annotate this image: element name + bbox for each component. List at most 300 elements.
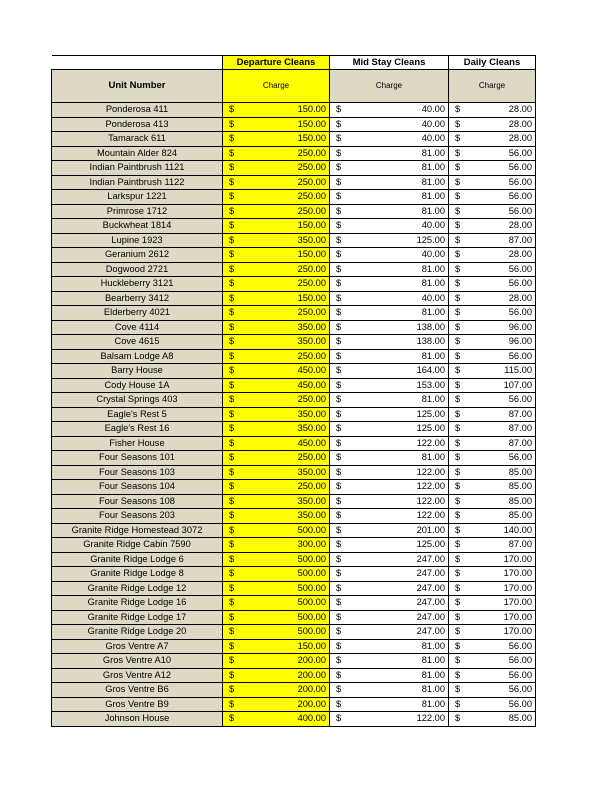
mid-stay-charge-cell: [330, 161, 449, 176]
currency-symbol: $: [336, 640, 342, 651]
daily-charge-cell: [449, 712, 536, 727]
currency-symbol: $: [336, 553, 342, 564]
table-row: [52, 480, 536, 495]
charge-amount: 28.00: [508, 249, 532, 260]
departure-charge-cell: [223, 712, 330, 727]
table-row: [52, 320, 536, 335]
departure-charge-cell: [223, 364, 330, 379]
table-row: [52, 349, 536, 364]
currency-symbol: $: [336, 104, 342, 115]
charge-amount: 500.00: [297, 582, 326, 593]
departure-charge-cell: [223, 306, 330, 321]
charge-amount: 500.00: [297, 553, 326, 564]
currency-symbol: $: [336, 524, 342, 535]
departure-charge-cell: [223, 683, 330, 698]
unit-number-cell: Dogwood 2721: [52, 262, 223, 277]
charge-amount: 125.00: [416, 423, 445, 434]
cleaning-rates-table: [51, 55, 536, 727]
daily-charge-cell: [449, 291, 536, 306]
currency-symbol: $: [336, 292, 342, 303]
currency-symbol: $: [336, 350, 342, 361]
charge-amount: 81.00: [421, 176, 445, 187]
mid-stay-charge-cell: [330, 233, 449, 248]
currency-symbol: $: [455, 452, 461, 463]
mid-stay-charge-cell: [330, 335, 449, 350]
currency-symbol: $: [336, 162, 342, 173]
charge-amount: 170.00: [503, 597, 532, 608]
unit-number-cell: Bearberry 3412: [52, 291, 223, 306]
charge-amount: 300.00: [297, 539, 326, 550]
charge-amount: 450.00: [297, 437, 326, 448]
table-row: [52, 523, 536, 538]
mid-stay-charge-cell: [330, 552, 449, 567]
currency-symbol: $: [229, 147, 235, 158]
charge-amount: 85.00: [508, 466, 532, 477]
unit-number-cell: Barry House: [52, 364, 223, 379]
charge-amount: 81.00: [421, 307, 445, 318]
departure-charge-cell: [223, 552, 330, 567]
currency-symbol: $: [455, 510, 461, 521]
charge-amount: 81.00: [421, 350, 445, 361]
charge-amount: 56.00: [508, 394, 532, 405]
charge-amount: 150.00: [297, 133, 326, 144]
currency-symbol: $: [336, 249, 342, 260]
charge-amount: 450.00: [297, 379, 326, 390]
currency-symbol: $: [455, 684, 461, 695]
currency-symbol: $: [455, 408, 461, 419]
unit-number-cell: Four Seasons 104: [52, 480, 223, 495]
currency-symbol: $: [455, 394, 461, 405]
charge-amount: 170.00: [503, 611, 532, 622]
mid-stay-charge-cell: [330, 132, 449, 147]
departure-charge-cell: [223, 146, 330, 161]
charge-amount: 247.00: [416, 582, 445, 593]
table-row: [52, 552, 536, 567]
daily-charge-cell: [449, 596, 536, 611]
table-row: [52, 103, 536, 118]
charge-amount: 81.00: [421, 147, 445, 158]
mid-stay-charge-cell: [330, 291, 449, 306]
currency-symbol: $: [455, 713, 461, 724]
charge-amount: 122.00: [416, 510, 445, 521]
daily-charge-cell: [449, 639, 536, 654]
charge-amount: 40.00: [421, 118, 445, 129]
unit-number-cell: Four Seasons 103: [52, 465, 223, 480]
currency-symbol: $: [455, 495, 461, 506]
charge-amount: 350.00: [297, 408, 326, 419]
table-row: [52, 291, 536, 306]
currency-symbol: $: [336, 568, 342, 579]
currency-symbol: $: [229, 524, 235, 535]
currency-symbol: $: [229, 162, 235, 173]
table-row: [52, 306, 536, 321]
unit-number-cell: Cove 4114: [52, 320, 223, 335]
mid-stay-charge-cell: [330, 306, 449, 321]
charge-amount: 40.00: [421, 292, 445, 303]
table-row: [52, 422, 536, 437]
departure-charge-cell: [223, 538, 330, 553]
currency-symbol: $: [336, 234, 342, 245]
daily-charge-cell: [449, 625, 536, 640]
currency-symbol: $: [229, 321, 235, 332]
daily-charge-cell: [449, 349, 536, 364]
currency-symbol: $: [455, 553, 461, 564]
charge-amount: 170.00: [503, 553, 532, 564]
table-row: [52, 407, 536, 422]
currency-symbol: $: [229, 249, 235, 260]
departure-charge-cell: [223, 190, 330, 205]
currency-symbol: $: [455, 655, 461, 666]
mid-stay-charge-cell: [330, 668, 449, 683]
table-row: [52, 596, 536, 611]
currency-symbol: $: [229, 307, 235, 318]
currency-symbol: $: [229, 408, 235, 419]
charge-amount: 40.00: [421, 104, 445, 115]
unit-number-cell: Granite Ridge Lodge 20: [52, 625, 223, 640]
currency-symbol: $: [336, 379, 342, 390]
departure-charge-cell: [223, 451, 330, 466]
departure-charge-cell: [223, 277, 330, 292]
charge-amount: 56.00: [508, 684, 532, 695]
unit-number-cell: Granite Ridge Cabin 7590: [52, 538, 223, 553]
departure-charge-cell: [223, 668, 330, 683]
unit-number-cell: Balsam Lodge A8: [52, 349, 223, 364]
currency-symbol: $: [455, 234, 461, 245]
currency-symbol: $: [229, 481, 235, 492]
currency-symbol: $: [336, 669, 342, 680]
departure-charge-cell: [223, 204, 330, 219]
departure-charge-cell: [223, 407, 330, 422]
daily-charge-cell: [449, 393, 536, 408]
currency-symbol: $: [455, 524, 461, 535]
table-row: [52, 277, 536, 292]
currency-symbol: $: [455, 249, 461, 260]
mid-stay-cleans-header: Mid Stay Cleans: [330, 56, 449, 70]
charge-amount: 247.00: [416, 597, 445, 608]
charge-amount: 56.00: [508, 147, 532, 158]
charge-amount: 140.00: [503, 524, 532, 535]
table-row: [52, 175, 536, 190]
table-row: [52, 117, 536, 132]
daily-charge-cell: [449, 233, 536, 248]
currency-symbol: $: [229, 350, 235, 361]
currency-symbol: $: [336, 611, 342, 622]
charge-amount: 56.00: [508, 640, 532, 651]
mid-stay-charge-cell: [330, 567, 449, 582]
currency-symbol: $: [336, 147, 342, 158]
currency-symbol: $: [336, 626, 342, 637]
currency-symbol: $: [336, 510, 342, 521]
unit-number-cell: Gros Ventre A12: [52, 668, 223, 683]
unit-number-cell: Cove 4615: [52, 335, 223, 350]
charge-amount: 500.00: [297, 597, 326, 608]
charge-amount: 450.00: [297, 365, 326, 376]
charge-amount: 138.00: [416, 321, 445, 332]
daily-charge-cell: [449, 654, 536, 669]
charge-amount: 56.00: [508, 205, 532, 216]
charge-amount: 122.00: [416, 495, 445, 506]
table-row: [52, 364, 536, 379]
currency-symbol: $: [336, 176, 342, 187]
departure-cleans-header: Departure Cleans: [223, 56, 330, 70]
mid-stay-charge-cell: [330, 175, 449, 190]
charge-amount: 81.00: [421, 684, 445, 695]
currency-symbol: $: [336, 321, 342, 332]
currency-symbol: $: [336, 133, 342, 144]
charge-amount: 247.00: [416, 611, 445, 622]
unit-number-cell: Granite Ridge Homestead 3072: [52, 523, 223, 538]
currency-symbol: $: [229, 437, 235, 448]
charge-amount: 250.00: [297, 452, 326, 463]
mid-stay-charge-cell: [330, 654, 449, 669]
currency-symbol: $: [455, 133, 461, 144]
departure-charge-cell: [223, 132, 330, 147]
departure-charge-cell: [223, 596, 330, 611]
charge-amount: 87.00: [508, 234, 532, 245]
departure-charge-cell: [223, 262, 330, 277]
currency-symbol: $: [229, 611, 235, 622]
daily-charge-cell: [449, 581, 536, 596]
daily-charge-cell: [449, 523, 536, 538]
charge-amount: 122.00: [416, 437, 445, 448]
charge-amount: 200.00: [297, 684, 326, 695]
departure-charge-cell: [223, 494, 330, 509]
currency-symbol: $: [455, 640, 461, 651]
currency-symbol: $: [229, 669, 235, 680]
daily-charge-cell: [449, 509, 536, 524]
currency-symbol: $: [336, 481, 342, 492]
departure-charge-cell: [223, 654, 330, 669]
currency-symbol: $: [229, 365, 235, 376]
daily-charge-cell: [449, 335, 536, 350]
currency-symbol: $: [229, 539, 235, 550]
charge-amount: 150.00: [297, 118, 326, 129]
mid-stay-charge-cell: [330, 190, 449, 205]
currency-symbol: $: [336, 263, 342, 274]
charge-amount: 115.00: [504, 365, 532, 376]
currency-symbol: $: [336, 684, 342, 695]
currency-symbol: $: [229, 684, 235, 695]
currency-symbol: $: [336, 582, 342, 593]
charge-amount: 250.00: [297, 263, 326, 274]
mid-stay-charge-cell: [330, 364, 449, 379]
daily-charge-cell: [449, 132, 536, 147]
currency-symbol: $: [229, 118, 235, 129]
currency-symbol: $: [229, 336, 235, 347]
charge-amount: 247.00: [416, 568, 445, 579]
currency-symbol: $: [455, 568, 461, 579]
charge-amount: 81.00: [421, 205, 445, 216]
currency-symbol: $: [229, 495, 235, 506]
currency-symbol: $: [336, 118, 342, 129]
table-row: [52, 538, 536, 553]
charge-amount: 56.00: [508, 307, 532, 318]
charge-amount: 87.00: [508, 539, 532, 550]
currency-symbol: $: [229, 234, 235, 245]
daily-charge-cell: [449, 277, 536, 292]
blank-header-cell: [52, 56, 223, 70]
charge-amount: 81.00: [421, 394, 445, 405]
currency-symbol: $: [455, 205, 461, 216]
charge-amount: 87.00: [508, 437, 532, 448]
currency-symbol: $: [229, 452, 235, 463]
daily-charge-cell: [449, 407, 536, 422]
mid-stay-charge-cell: [330, 581, 449, 596]
charge-amount: 150.00: [297, 220, 326, 231]
mid-stay-charge-cell: [330, 712, 449, 727]
currency-symbol: $: [336, 539, 342, 550]
unit-number-cell: Four Seasons 108: [52, 494, 223, 509]
departure-charge-cell: [223, 697, 330, 712]
currency-symbol: $: [229, 292, 235, 303]
currency-symbol: $: [455, 466, 461, 477]
currency-symbol: $: [455, 104, 461, 115]
mid-stay-charge-cell: [330, 407, 449, 422]
unit-number-cell: Granite Ridge Lodge 16: [52, 596, 223, 611]
charge-amount: 122.00: [416, 713, 445, 724]
currency-symbol: $: [229, 278, 235, 289]
currency-symbol: $: [455, 307, 461, 318]
unit-number-cell: Granite Ridge Lodge 8: [52, 567, 223, 582]
daily-charge-cell: [449, 567, 536, 582]
charge-amount: 28.00: [508, 292, 532, 303]
departure-charge-cell: [223, 465, 330, 480]
currency-symbol: $: [229, 394, 235, 405]
currency-symbol: $: [336, 336, 342, 347]
mid-stay-charge-cell: [330, 639, 449, 654]
currency-symbol: $: [229, 220, 235, 231]
daily-charge-cell: [449, 465, 536, 480]
daily-charge-cell: [449, 103, 536, 118]
charge-amount: 200.00: [297, 698, 326, 709]
charge-amount: 250.00: [297, 147, 326, 158]
departure-charge-cell: [223, 291, 330, 306]
departure-charge-cell: [223, 103, 330, 118]
mid-stay-charge-cell: [330, 103, 449, 118]
mid-stay-charge-cell: [330, 480, 449, 495]
charge-amount: 40.00: [421, 133, 445, 144]
charge-amount: 350.00: [297, 495, 326, 506]
mid-stay-charge-cell: [330, 277, 449, 292]
currency-symbol: $: [336, 205, 342, 216]
charge-amount: 250.00: [297, 162, 326, 173]
table-row: [52, 248, 536, 263]
unit-number-cell: Elderberry 4021: [52, 306, 223, 321]
mid-stay-charge-cell: [330, 219, 449, 234]
charge-amount: 125.00: [416, 539, 445, 550]
unit-number-cell: Cody House 1A: [52, 378, 223, 393]
table-row: [52, 668, 536, 683]
unit-number-cell: Eagle's Rest 16: [52, 422, 223, 437]
unit-number-cell: Indian Paintbrush 1121: [52, 161, 223, 176]
currency-symbol: $: [455, 292, 461, 303]
departure-charge-cell: [223, 567, 330, 582]
currency-symbol: $: [455, 597, 461, 608]
departure-charge-cell: [223, 436, 330, 451]
currency-symbol: $: [455, 176, 461, 187]
currency-symbol: $: [229, 553, 235, 564]
departure-charge-cell: [223, 581, 330, 596]
departure-charge-cell: [223, 639, 330, 654]
table-row: [52, 625, 536, 640]
charge-amount: 247.00: [416, 626, 445, 637]
currency-symbol: $: [336, 278, 342, 289]
table-row: [52, 146, 536, 161]
currency-symbol: $: [455, 539, 461, 550]
currency-symbol: $: [336, 713, 342, 724]
charge-amount: 81.00: [421, 452, 445, 463]
mid-stay-charge-cell: [330, 625, 449, 640]
table-row: [52, 509, 536, 524]
currency-symbol: $: [229, 568, 235, 579]
charge-amount: 56.00: [508, 191, 532, 202]
charge-amount: 150.00: [297, 104, 326, 115]
daily-charge-cell: [449, 451, 536, 466]
charge-amount: 350.00: [297, 336, 326, 347]
mid-stay-charge-cell: [330, 523, 449, 538]
daily-charge-cell: [449, 175, 536, 190]
unit-number-cell: Huckleberry 3121: [52, 277, 223, 292]
currency-symbol: $: [229, 104, 235, 115]
charge-amount: 81.00: [421, 191, 445, 202]
currency-symbol: $: [336, 365, 342, 376]
charge-amount: 170.00: [503, 582, 532, 593]
departure-charge-cell: [223, 422, 330, 437]
charge-amount: 56.00: [508, 698, 532, 709]
mid-stay-charge-cell: [330, 451, 449, 466]
charge-amount: 56.00: [508, 278, 532, 289]
charge-amount: 87.00: [508, 423, 532, 434]
charge-amount: 56.00: [508, 452, 532, 463]
currency-symbol: $: [455, 437, 461, 448]
table-row: [52, 683, 536, 698]
charge-amount: 56.00: [508, 655, 532, 666]
currency-symbol: $: [229, 176, 235, 187]
departure-charge-cell: [223, 175, 330, 190]
column-group-header-row: [52, 56, 536, 70]
unit-number-cell: Fisher House: [52, 436, 223, 451]
charge-amount: 500.00: [297, 568, 326, 579]
departure-charge-cell: [223, 161, 330, 176]
table-row: [52, 436, 536, 451]
mid-stay-charge-cell: [330, 683, 449, 698]
currency-symbol: $: [455, 669, 461, 680]
unit-number-cell: Four Seasons 101: [52, 451, 223, 466]
daily-charge-cell: [449, 378, 536, 393]
currency-symbol: $: [336, 191, 342, 202]
mid-stay-charge-cell: [330, 422, 449, 437]
charge-amount: 125.00: [416, 234, 445, 245]
daily-charge-cell: [449, 190, 536, 205]
unit-number-cell: Johnson House: [52, 712, 223, 727]
charge-amount: 40.00: [421, 249, 445, 260]
table-row: [52, 639, 536, 654]
currency-symbol: $: [336, 466, 342, 477]
charge-amount: 28.00: [508, 220, 532, 231]
departure-charge-cell: [223, 625, 330, 640]
charge-amount: 350.00: [297, 510, 326, 521]
charge-amount: 150.00: [297, 292, 326, 303]
currency-symbol: $: [336, 220, 342, 231]
daily-charge-cell: [449, 306, 536, 321]
unit-number-cell: Eagle's Rest 5: [52, 407, 223, 422]
charge-amount: 170.00: [503, 626, 532, 637]
charge-amount: 164.00: [416, 365, 445, 376]
mid-stay-charge-cell: [330, 538, 449, 553]
daily-cleans-header: Daily Cleans: [449, 56, 536, 70]
mid-stay-charge-cell: [330, 494, 449, 509]
charge-amount: 170.00: [503, 568, 532, 579]
